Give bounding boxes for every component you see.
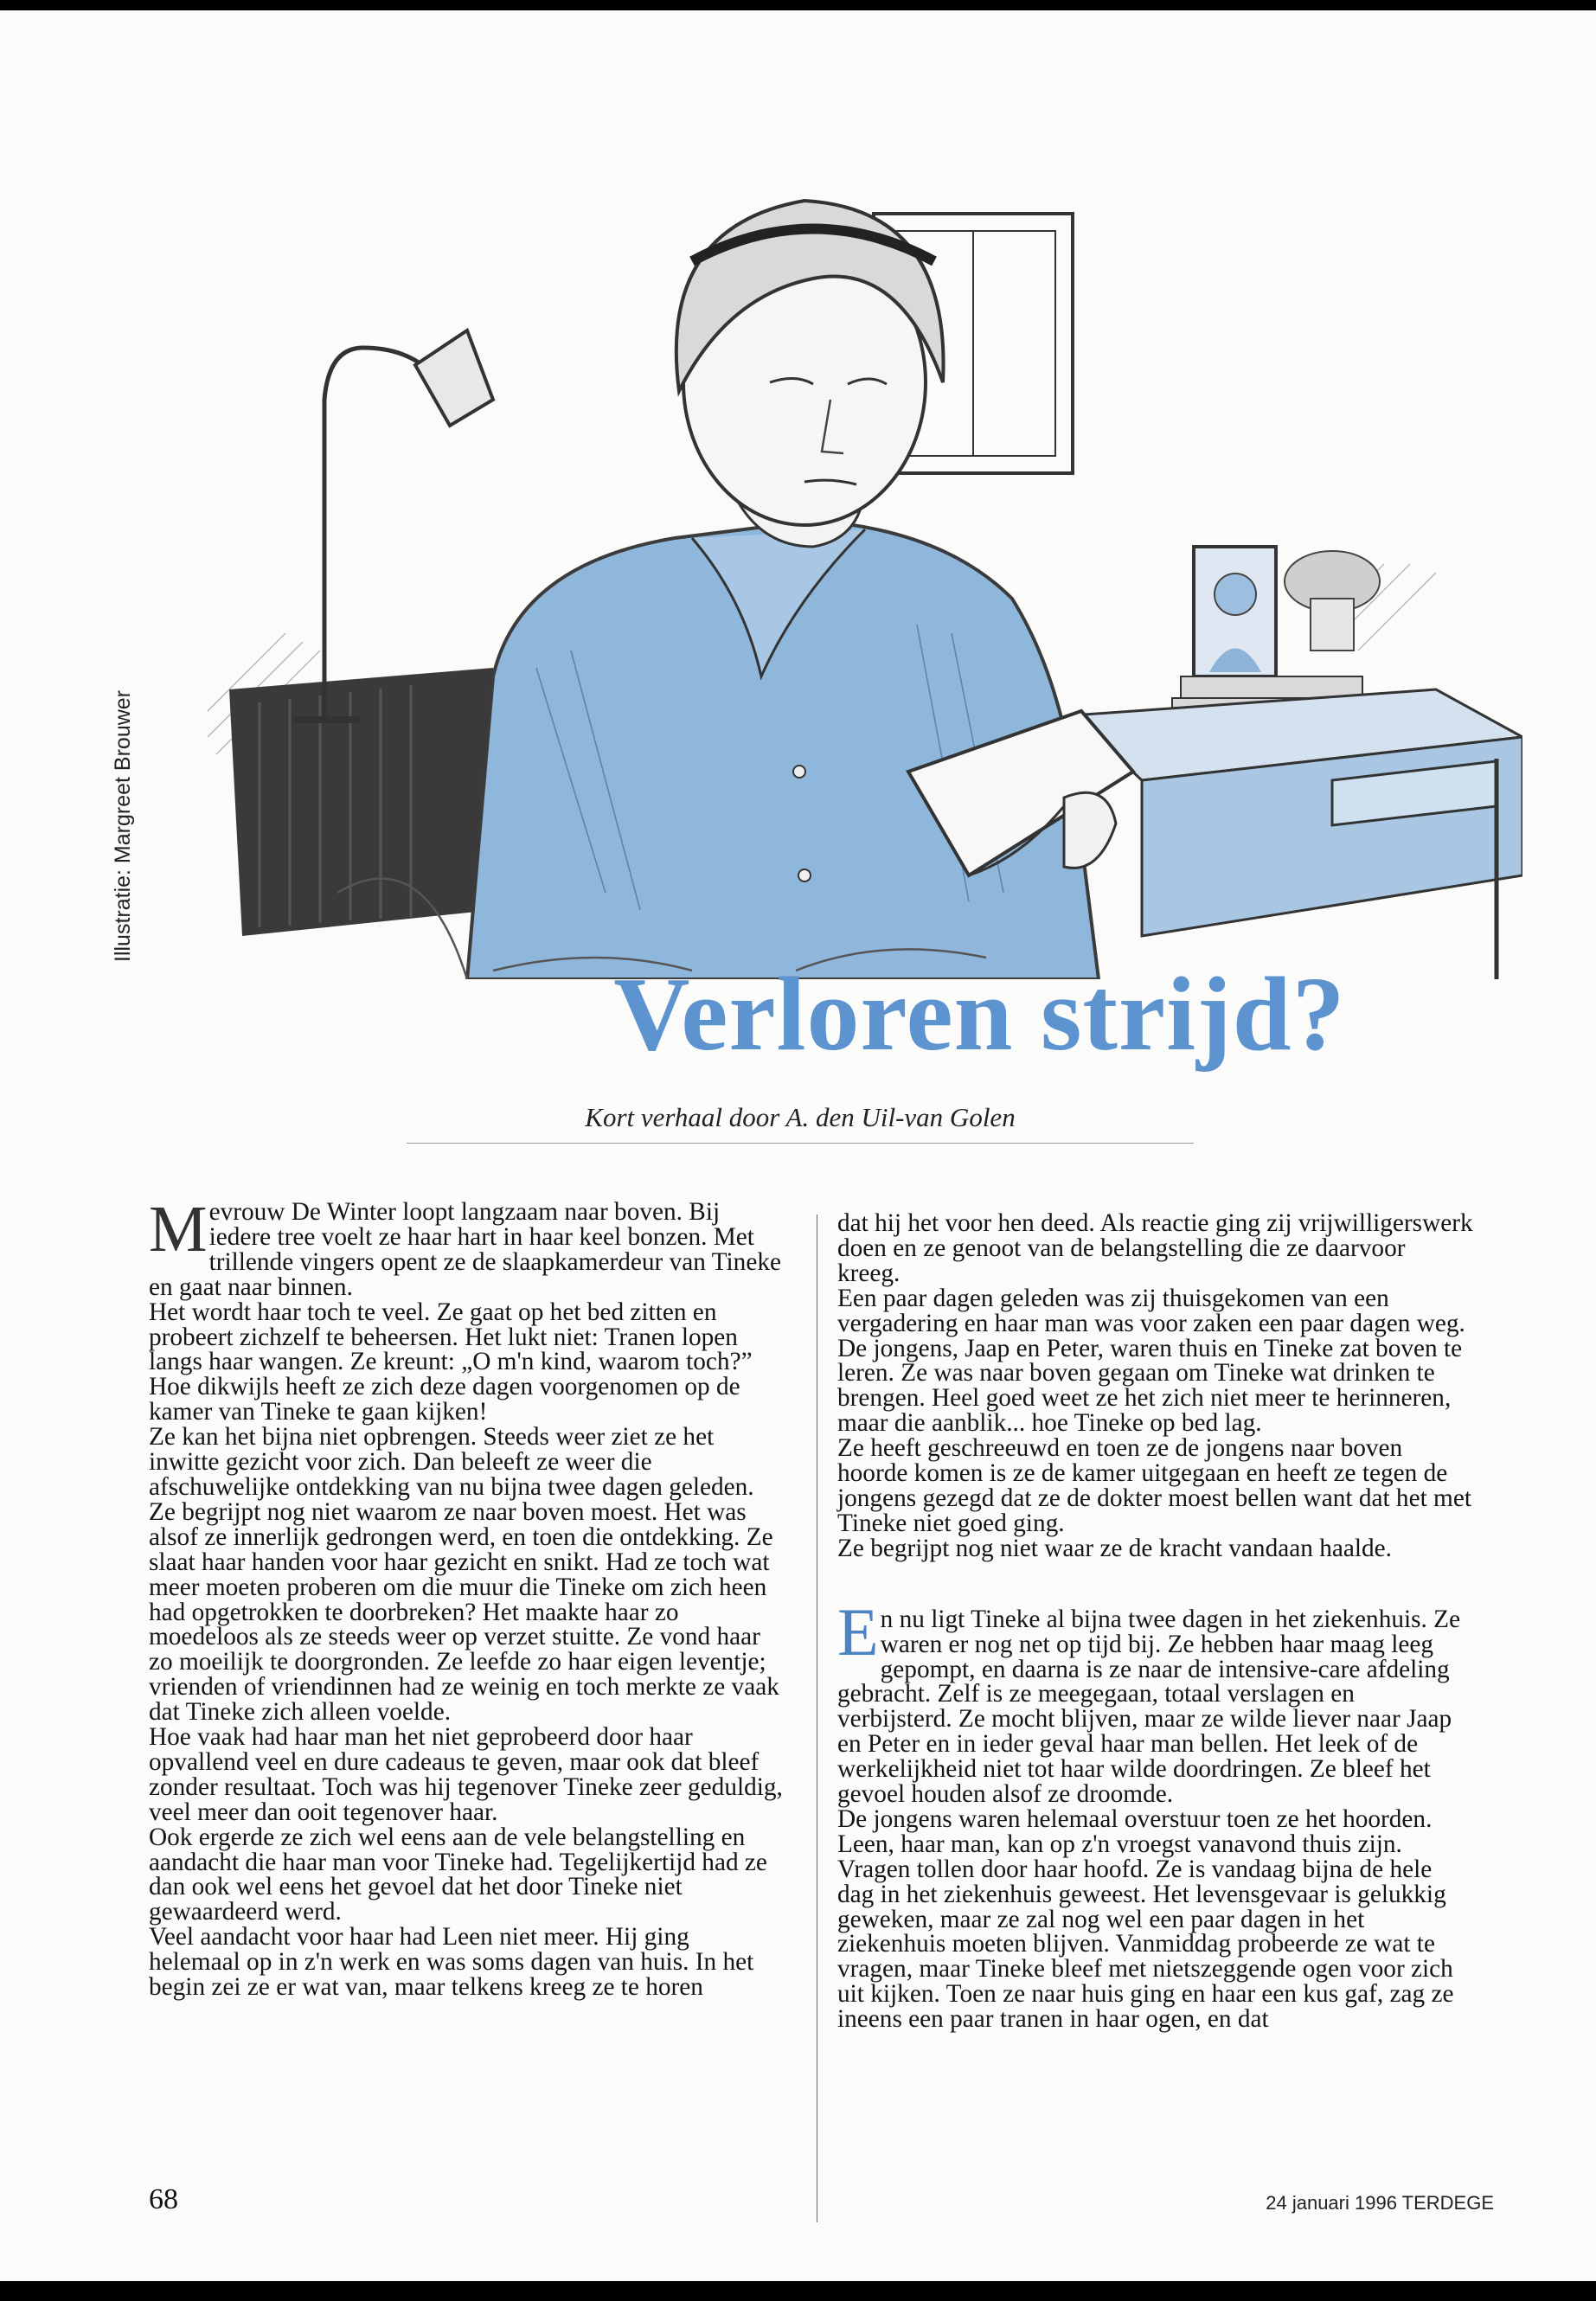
column-right (837, 1211, 1473, 2032)
woman (467, 201, 1099, 979)
paragraph: Het wordt haar toch te veel. Ze gaat op het bed zitten en probeert zichzelf te beheersen. Het lukt niet: Tranen lopen langs haar wangen. Ze kreunt: „O m'n kind, waarom toch?” Hoe dikwijls heeft ze zich deze dagen voorgenomen op de kamer van Tineke te gaan kijken! (149, 1298, 753, 1426)
paragraph: Ze heeft geschreeuwd en toen ze de jongens naar boven hoorde komen is ze de kamer uitgegaan en heeft ze tegen de jongens gezegd dat ze de dokter moest bellen want dat het met Tineke niet goed ging. (837, 1434, 1471, 1537)
paragraph: De jongens waren helemaal overstuur toen ze het hoorden. Leen, haar man, kan op z'n vroegst vanavond thuis zijn. Vragen tollen door haar hoofd. Ze is vandaag bijna de hele dag in het ziekenhuis geweest. Het levensgevaar is gelukkig geweken, maar ze zal nog wel een paar dagen in het ziekenhuis moeten blijven. Vanmiddag probeerde ze wat te vragen, maar Tineke bleef met nietszeggende ogen voor zich uit kijken. Toen ze naar huis ging en haar een kus gaf, zag ze ineens een paar tranen in haar ogen, en dat (837, 1804, 1454, 2034)
desk-lamp (294, 330, 493, 720)
paragraph: Ze begrijpt nog niet waarom ze naar boven moest. Het was alsof ze innerlijk gedrongen werd, en toen die ontdekking. Ze slaat haar handen voor haar gezicht en snikt. Had ze toch wat meer moeten proberen om die muur die Tineke om zich heen had opgetrokken te doorbreken? Het maakte haar zo moedeloos als ze steeds weer op verzet stuitte. Ze vond haar zo moeilijk te doorgronden. Ze leefde zo haar eigen leventje; vrienden of vriendinnen had ze weinig en toch merkte ze vaak dat Tineke zich alleen voelde. (149, 1497, 779, 1727)
title-rule (407, 1143, 1194, 1144)
section-gap (837, 1561, 1473, 1607)
paragraph: Een paar dagen geleden was zij thuisgekomen van een vergadering en haar man was voor zaken een paar dagen weg. De jongens, Jaap en Peter, waren thuis en Tineke zat boven te leren. Ze was naar boven gegaan om Tineke wat drinken te brengen. Heel goed weet ze het zich niet meer te herinneren, maar die aanblik... hoe Tineke op bed lag. (837, 1284, 1465, 1438)
paragraph: Ze begrijpt nog niet waar ze de kracht vandaan haalde. (837, 1534, 1392, 1562)
paragraph: Mevrouw De Winter loopt langzaam naar boven. Bij iedere tree voelt ze haar hart in haar keel bonzen. Met trillende vingers opent ze de slaapkamerdeur van Tineke en gaat naar binnen. (149, 1193, 781, 1301)
drop-cap: M (149, 1193, 208, 1266)
dark-paneling (229, 668, 493, 936)
page-number: 68 (149, 2183, 178, 2215)
paragraph: Ook ergerde ze zich wel eens aan de vele belangstelling en aandacht die haar man voor Tineke had. Tegelijkertijd had ze dan ook wel eens het gevoel dat het door Tineke niet gewaardeerd werd. (149, 1823, 767, 1926)
column-left (149, 1193, 785, 2002)
drop-cap: E (837, 1593, 879, 1670)
story-illustration (208, 114, 1522, 979)
story-title: Verloren strijd? (613, 956, 1346, 1073)
paragraph: En nu ligt Tineke al bijna twee dagen in het ziekenhuis. Ze waren er nog net op tijd bij. Ze hebben haar maag leeg gepompt, en daarna is ze naar de intensive-care afdeling gebracht. Zelf is ze meegegaan, totaal verslagen en verbijsterd. Ze mocht blijven, maar ze wilde liever naar Jaap en Peter en in ieder geval haar man bellen. Het leek of de werkelijkheid niet tot haar wilde doordringen. Ze bleef het gevoel houden alsof ze droomde. (837, 1593, 1461, 1809)
plant (1285, 551, 1380, 651)
photo-frame (1194, 547, 1276, 676)
illustration-credit: Illustratie: Margreet Brouwer (111, 689, 135, 962)
magazine-page (0, 10, 1596, 2281)
desk (1073, 689, 1522, 979)
issue-footer: 24 januari 1996 TERDEGE (1266, 2192, 1494, 2214)
paragraph: Hoe vaak had haar man het niet geprobeerd door haar opvallend veel en dure cadeaus te geven, maar ook dat bleef zonder resultaat. Toch was hij tegenover Tineke zeer geduldig, veel meer dan ooit tegenover haar. (149, 1723, 783, 1826)
paragraph: Ze kan het bijna niet opbrengen. Steeds weer ziet ze het inwitte gezicht voor zich. Dan beleeft ze weer die afschuwelijke ontdekking van nu bijna twee dagen geleden. (149, 1423, 754, 1501)
paragraph: Veel aandacht voor haar had Leen niet meer. Hij ging helemaal op in z'n werk en was soms dagen van huis. In het begin zei ze er wat van, maar telkens kreeg ze te horen (149, 1923, 754, 2002)
paragraph: dat hij het voor hen deed. Als reactie ging zij vrijwilligerswerk doen en ze genoot van de belangstelling die ze daarvoor kreeg. (837, 1209, 1473, 1287)
byline: Kort verhaal door A. den Uil-van Golen (585, 1102, 1016, 1132)
